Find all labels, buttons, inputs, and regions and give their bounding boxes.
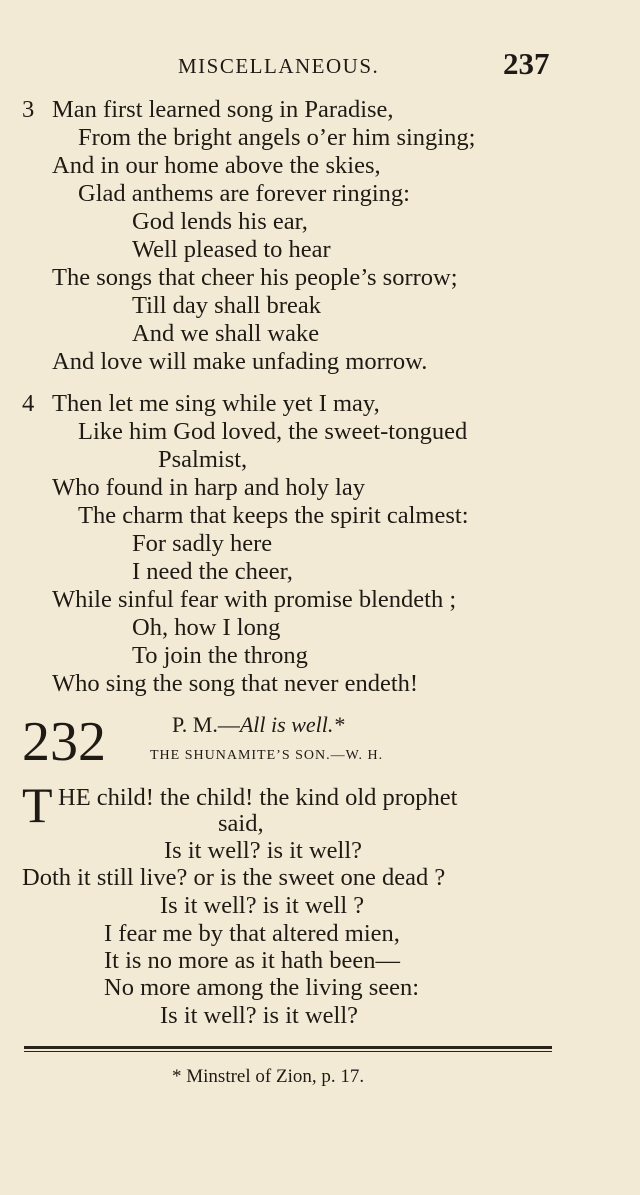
stanza4-line: Then let me sing while yet I may, xyxy=(52,390,380,417)
drop-cap: T xyxy=(22,777,53,833)
stanza3-line: Glad anthems are forever ringing: xyxy=(78,180,410,207)
hymn-subtitle: THE SHUNAMITE’S SON.—W. H. xyxy=(150,748,384,763)
stanza4-line: While sinful fear with promise blendeth ; xyxy=(52,586,457,613)
stanza4-line: To join the throng xyxy=(132,642,308,669)
stanza4-line: I need the cheer, xyxy=(132,558,293,585)
stanza3-line: The songs that cheer his people’s sorrow; xyxy=(52,264,458,291)
stanza3-line: And love will make unfading morrow. xyxy=(52,348,428,375)
stanza4-line: Psalmist, xyxy=(158,446,248,473)
footnote: * Minstrel of Zion, p. 17. xyxy=(172,1066,365,1087)
hymn-line: HE child! the child! the kind old prophet xyxy=(58,784,458,811)
stanza3-line: And in our home above the skies, xyxy=(52,152,381,179)
hymn-title: All is well.* xyxy=(239,712,345,737)
stanza3-line: Man first learned song in Paradise, xyxy=(52,96,394,123)
footnote-rule-thin xyxy=(24,1051,552,1052)
stanza-number-3: 3 xyxy=(22,96,35,123)
stanza4-line: Like him God loved, the sweet-tongued xyxy=(78,418,468,445)
stanza3-line: Well pleased to hear xyxy=(132,236,331,263)
hymn-line: Is it well? is it well? xyxy=(160,1002,358,1029)
stanza4-line: The charm that keeps the spirit calmest: xyxy=(78,502,469,529)
stanza3-line: From the bright angels o’er him singing; xyxy=(78,124,476,151)
hymn-line: Is it well? is it well? xyxy=(164,837,362,864)
hymn-number: 232 xyxy=(22,711,106,773)
stanza3-line: God lends his ear, xyxy=(132,208,308,235)
hymn-line: Is it well? is it well ? xyxy=(160,892,365,919)
hymn-line: No more among the living seen: xyxy=(104,974,420,1001)
running-header-title: MISCELLANEOUS. xyxy=(178,54,380,78)
stanza4-line: Oh, how I long xyxy=(132,614,281,641)
stanza4-line: Who sing the song that never endeth! xyxy=(52,670,419,697)
hymn-line: said, xyxy=(218,810,264,837)
hymn-meter: P. M.— xyxy=(172,712,240,737)
page-number: 237 xyxy=(503,46,550,81)
stanza4-line: For sadly here xyxy=(132,530,273,557)
hymn-line: I fear me by that altered mien, xyxy=(104,920,400,947)
hymn-line: It is no more as it hath been— xyxy=(104,947,400,974)
footnote-rule xyxy=(24,1046,552,1049)
hymn-meter-title xyxy=(172,712,344,738)
stanza3-line: And we shall wake xyxy=(132,320,320,347)
stanza-number-4: 4 xyxy=(22,390,35,417)
stanza3-line: Till day shall break xyxy=(132,292,321,319)
hymn-line: Doth it still live? or is the sweet one dead ? xyxy=(22,864,446,891)
stanza4-line: Who found in harp and holy lay xyxy=(52,474,365,501)
